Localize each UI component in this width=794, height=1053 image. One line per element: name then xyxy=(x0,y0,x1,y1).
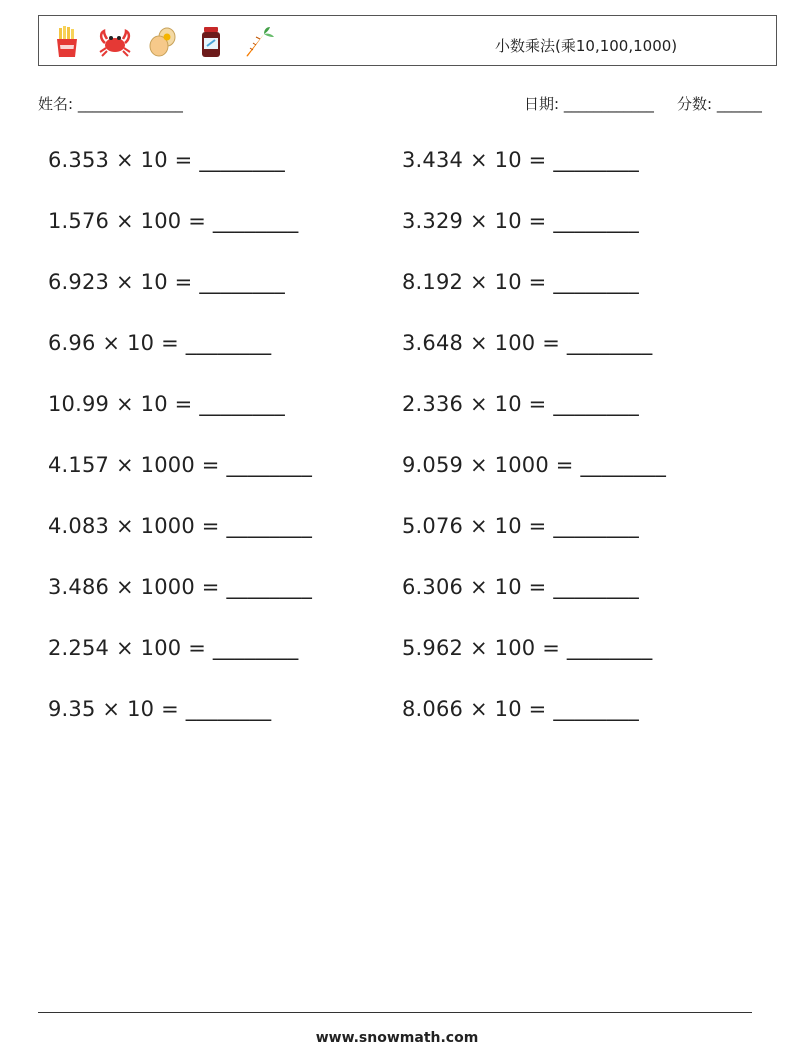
carrot-icon xyxy=(241,23,277,61)
problem-item: 2.254 × 100 = ________ xyxy=(48,636,299,660)
problem-item: 6.923 × 10 = ________ xyxy=(48,270,285,294)
score-field: 分数: ______ xyxy=(677,95,762,113)
problem-item: 3.329 × 10 = ________ xyxy=(402,209,639,233)
problem-item: 10.99 × 10 = ________ xyxy=(48,392,285,416)
header-box xyxy=(38,15,777,66)
problem-item: 6.96 × 10 = ________ xyxy=(48,331,272,355)
problem-item: 5.962 × 100 = ________ xyxy=(402,636,653,660)
footer-site: www.snowmath.com xyxy=(315,1030,479,1046)
problem-item: 8.192 × 10 = ________ xyxy=(402,270,639,294)
problem-item: 3.648 × 100 = ________ xyxy=(402,331,653,355)
problem-item: 9.35 × 10 = ________ xyxy=(48,697,272,721)
footer-divider xyxy=(38,1012,752,1013)
fries-icon xyxy=(49,23,85,61)
problem-item: 3.486 × 1000 = ________ xyxy=(48,575,313,599)
problem-item: 6.306 × 10 = ________ xyxy=(402,575,639,599)
problem-item: 4.157 × 1000 = ________ xyxy=(48,453,313,477)
date-field: 日期: ____________ xyxy=(524,95,654,113)
name-field: 姓名: ______________ xyxy=(38,95,183,113)
problem-item: 1.576 × 100 = ________ xyxy=(48,209,299,233)
eggs-icon xyxy=(145,23,181,61)
problem-item: 9.059 × 1000 = ________ xyxy=(402,453,667,477)
crab-icon xyxy=(97,23,133,61)
problem-item: 2.336 × 10 = ________ xyxy=(402,392,639,416)
problem-item: 3.434 × 10 = ________ xyxy=(402,148,639,172)
problem-item: 5.076 × 10 = ________ xyxy=(402,514,639,538)
problem-item: 8.066 × 10 = ________ xyxy=(402,697,639,721)
worksheet-title: 小数乘法(乘10,100,1000) xyxy=(495,37,678,55)
header-icons xyxy=(49,23,277,61)
problem-item: 4.083 × 1000 = ________ xyxy=(48,514,313,538)
problem-item: 6.353 × 10 = ________ xyxy=(48,148,285,172)
jar-icon xyxy=(193,23,229,61)
